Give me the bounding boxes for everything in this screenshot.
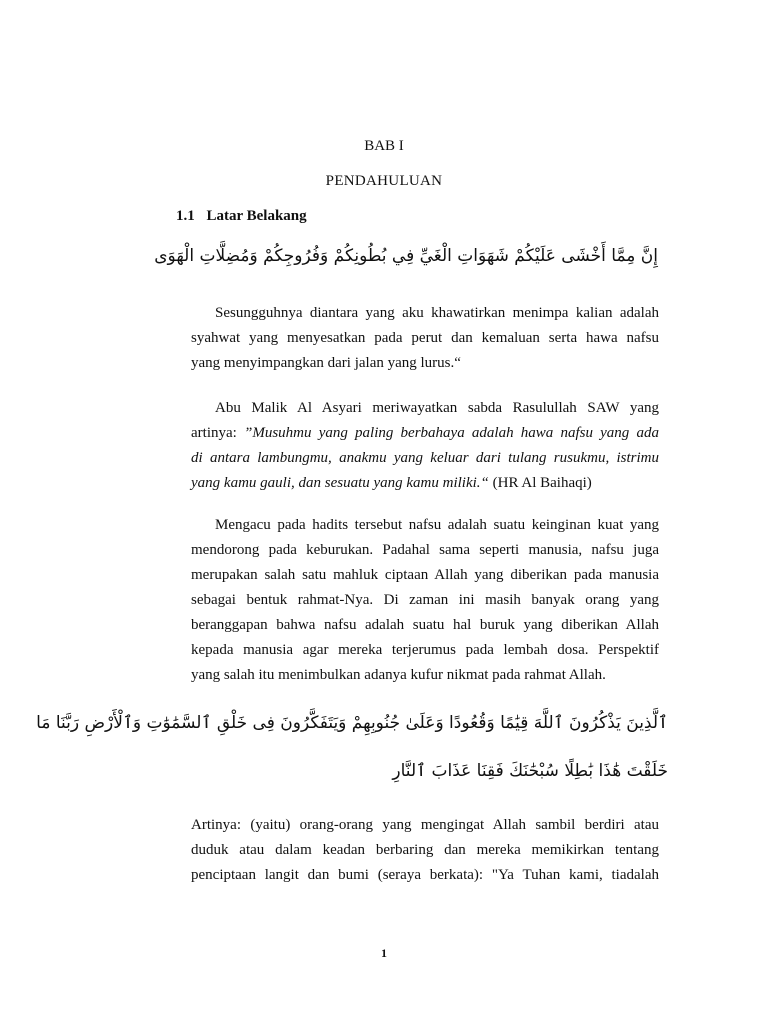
paragraph-line: Abu Malik Al Asyari meriwayatkan sabda Rasulullah SAW yang: [215, 400, 659, 416]
paragraph-hadith-translation: [191, 301, 659, 376]
paragraph-line: mendorong pada keburukan. Padahal sama seperti manusia, nafsu juga: [191, 542, 659, 558]
arabic-quran-verse-line: ٱلَّذِينَ يَذْكُرُونَ ٱللَّهَ قِيَٰمًا وَقُعُودًا وَعَلَىٰ جُنُوبِهِمْ وَيَتَفَكَّرُونَ فِى خَلْقِ ٱلسَّمَٰوَٰتِ وَٱلْأَرْضِ رَبَّنَا مَا: [36, 713, 668, 733]
arabic-quran-verse-line: خَلَقْتَ هَٰذَا بَٰطِلًا سُبْحَٰنَكَ فَقِنَا عَذَابَ ٱلنَّارِ: [392, 761, 668, 781]
paragraph-line: syahwat yang menyesatkan pada perut dan kemaluan serta hawa nafsu: [191, 330, 659, 346]
chapter-title: PENDAHULUAN: [325, 173, 443, 189]
paragraph-line: [191, 471, 659, 496]
paragraph-quote-text: yang kamu gauli, dan sesuatu yang kamu miliki.“: [191, 475, 489, 491]
paragraph-quote-text: di antara lambungmu, anakmu yang keluar dari tulang rusukmu, istrimu: [191, 450, 659, 466]
paragraph-quote-text: ”Musuhmu yang paling berbahaya adalah hawa nafsu yang ada: [244, 425, 659, 441]
paragraph-line: merupakan salah satu mahluk ciptaan Allah yang diberikan pada manusia: [191, 567, 659, 583]
arabic-hadith-quote: إِنَّ مِمَّا أَخْشَى عَلَيْكُمْ شَهَوَاتِ الْغَيِّ فِي بُطُونِكُمْ وَفُرُوجِكُمْ وَمُضِلَّاتِ الْهَوَى: [154, 246, 658, 266]
paragraph-discussion: [191, 513, 659, 688]
section-number: 1.1: [176, 208, 195, 224]
paragraph-line: yang salah itu menimbulkan adanya kufur nikmat pada rahmat Allah.: [191, 667, 606, 683]
section-title: Latar Belakang: [206, 208, 307, 224]
paragraph-line: beranggapan bahwa nafsu adalah suatu hal buruk yang diberikan Allah: [191, 617, 659, 633]
paragraph-line: duduk atau dalam keadan berbaring dan mereka memikirkan tentang: [191, 842, 659, 858]
paragraph-line: Sesungguhnya diantara yang aku khawatirkan menimpa kalian adalah: [215, 305, 659, 321]
paragraph-line: kepada manusia agar mereka terjerumus pada lembah dosa. Perspektif: [191, 642, 659, 658]
paragraph-text: artinya:: [191, 425, 244, 441]
paragraph-hadith-narration: [191, 396, 659, 496]
chapter-number: BAB I: [364, 138, 404, 154]
paragraph-citation: (HR Al Baihaqi): [488, 475, 592, 491]
paragraph-line: yang menyimpangkan dari jalan yang lurus.“: [191, 355, 461, 371]
section-heading: [176, 208, 307, 225]
paragraph-line: [191, 421, 659, 446]
paragraph-line: Artinya: (yaitu) orang-orang yang mengingat Allah sambil berdiri atau: [191, 817, 659, 833]
paragraph-line: Mengacu pada hadits tersebut nafsu adalah suatu keinginan kuat yang: [215, 517, 659, 533]
paragraph-line: sebagai bentuk rahmat-Nya. Di zaman ini masih banyak orang yang: [191, 592, 659, 608]
paragraph-line: penciptaan langit dan bumi (seraya berkata): "Ya Tuhan kami, tiadalah: [191, 867, 659, 883]
paragraph-verse-translation: [191, 813, 659, 888]
paragraph-line: [191, 446, 659, 471]
page-number: 1: [381, 946, 387, 960]
